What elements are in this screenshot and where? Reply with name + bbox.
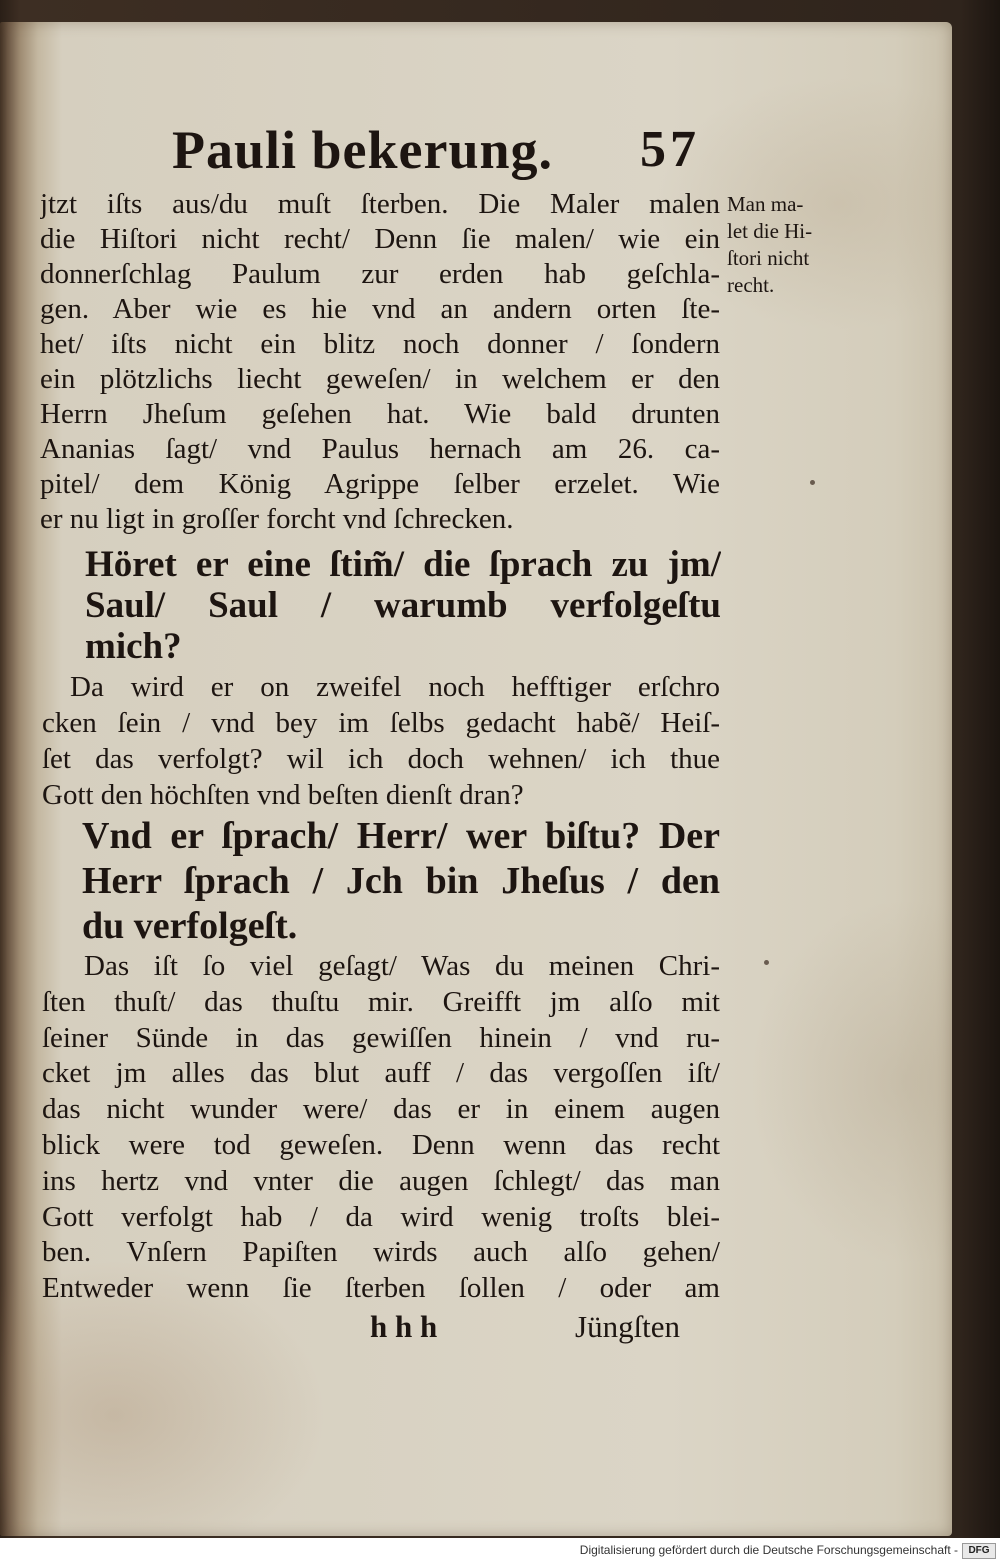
paragraph-3 xyxy=(42,949,720,1307)
quote-line: Saul/ Saul / warumb verfolgeſtu xyxy=(85,585,721,626)
body-line: ſeiner Sünde in das gewiſſen hinein / vnd ru- xyxy=(42,1021,720,1054)
body-line: Herrn Jheſum geſehen hat. Wie bald drunten xyxy=(40,398,720,430)
body-line: pitel/ dem König Agrippe ſelber erzelet. Wie xyxy=(40,468,720,500)
paragraph-2 xyxy=(42,669,720,813)
body-line: ben. Vnſern Papiſten wirds auch alſo gehen/ xyxy=(42,1236,720,1269)
margin-note xyxy=(727,191,852,299)
quote-line: Herr ſprach / Jch bin Jheſus / den xyxy=(82,860,720,902)
quote-line: du verfolgeſt. xyxy=(82,905,298,947)
body-line: die Hiſtori nicht recht/ Denn ſie malen/ wie ein xyxy=(40,223,720,255)
margin-note-line: Man ma- xyxy=(727,192,804,216)
margin-note-line: let die Hi- xyxy=(727,219,813,243)
body-line: donnerſchlag Paulum zur erden hab geſchla- xyxy=(40,258,720,290)
body-line: ein plötzlichs liecht geweſen/ in welchem er den xyxy=(40,363,720,395)
scripture-quote-1 xyxy=(85,544,721,667)
book-page xyxy=(0,22,952,1536)
margin-note-line: ſtori nicht xyxy=(727,246,810,270)
quote-line: Vnd er ſprach/ Herr/ wer biſtu? Der xyxy=(82,815,720,857)
footer-bar xyxy=(0,1538,1000,1562)
ink-speck xyxy=(810,480,815,485)
body-line: ins hertz vnd vnter die augen ſchlegt/ das man xyxy=(42,1164,720,1197)
body-line: gen. Aber wie es hie vnd an andern orten ſte- xyxy=(40,293,720,325)
funding-credit: Digitalisierung gefördert durch die Deutsche Forschungsgemeinschaft - xyxy=(579,1543,958,1557)
signature-mark: h h h xyxy=(370,1309,438,1344)
body-line: Gott verfolgt hab / da wird wenig troſts blei- xyxy=(42,1200,720,1233)
body-line: jtzt iſts aus/du muſt ſterben. Die Maler malen xyxy=(40,188,720,220)
margin-note-line: recht. xyxy=(727,273,775,297)
ink-speck xyxy=(764,960,769,965)
quote-line: Höret er eine ſtim̃/ die ſprach zu jm/ xyxy=(85,544,721,585)
body-line: het/ iſts nicht ein blitz noch donner / ſondern xyxy=(40,328,720,360)
body-line: cket jm alles das blut auff / das vergoſſen iſt/ xyxy=(42,1057,720,1090)
body-line: Gott den höchſten vnd beſten dienſt dran? xyxy=(42,779,524,811)
body-line: cken ſein / vnd bey im ſelbs gedacht habẽ/ Heiſ- xyxy=(42,707,720,739)
body-line: er nu ligt in groſſer forcht vnd ſchrecken. xyxy=(40,503,514,535)
paragraph-1 xyxy=(40,187,720,537)
body-line: ſet das verfolgt? wil ich doch wehnen/ ich thue xyxy=(42,743,720,775)
body-line: blick were tod geweſen. Denn wenn das recht xyxy=(42,1128,720,1161)
catchword: Jüngſten xyxy=(575,1309,681,1344)
scripture-quote-2 xyxy=(82,814,720,949)
body-line: Entweder wenn ſie ſterben ſollen / oder am xyxy=(42,1272,720,1305)
body-line: das nicht wunder were/ das er in einem augen xyxy=(42,1093,720,1126)
body-line: Das iſt ſo viel geſagt/ Was du meinen Chri- xyxy=(84,950,720,982)
running-head: Pauli bekerung. xyxy=(172,120,554,180)
body-line: Ananias ſagt/ vnd Paulus hernach am 26. ca- xyxy=(40,433,720,465)
body-line: Da wird er on zweifel noch hefftiger erſchro xyxy=(70,671,720,703)
body-line: ſten thuſt/ das thuſtu mir. Greifft jm alſo mit xyxy=(42,985,720,1018)
quote-line: mich? xyxy=(85,626,182,667)
dfg-logo: DFG xyxy=(962,1543,996,1559)
page-number: 57 xyxy=(640,121,700,178)
